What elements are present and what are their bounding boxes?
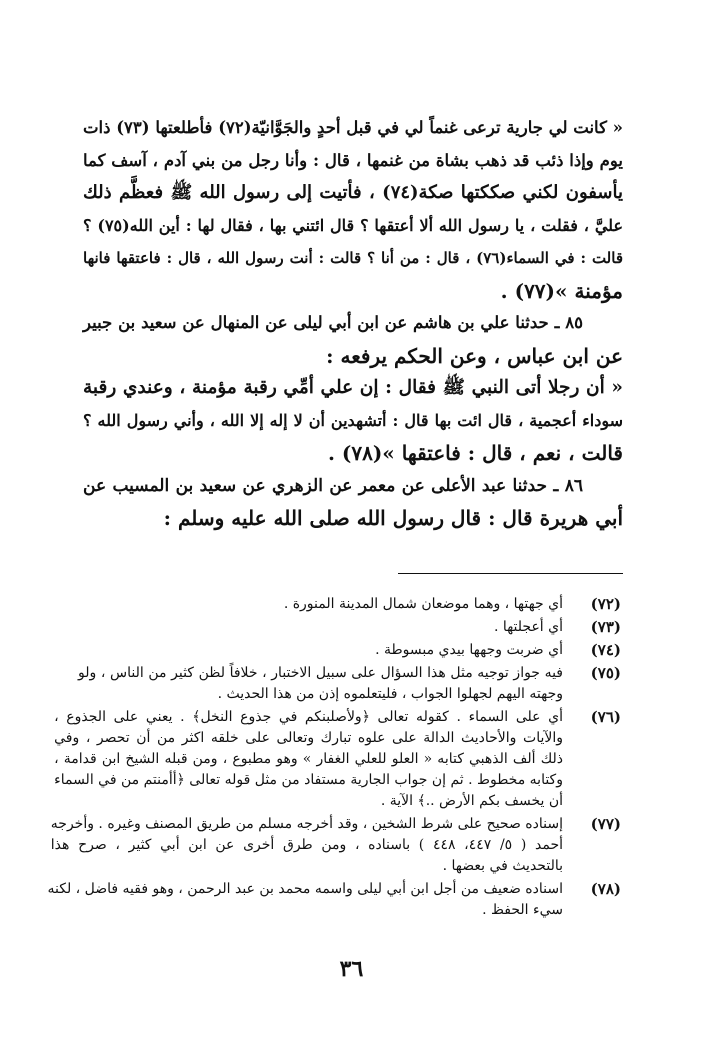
footnote-74 bbox=[78, 640, 623, 661]
footnote-73 bbox=[78, 617, 623, 638]
main-line: عليَّ ، فقلت ، يا رسول الله ألا أعتقها ؟ قال ائتني بها ، فقال لها : أين الله(٧٥) ؟ bbox=[83, 215, 623, 235]
main-text-block bbox=[83, 112, 623, 535]
footnote-line: بالتحديث في بعضها . bbox=[442, 858, 563, 874]
footnote-line: وكتابه مخطوط . ثم إن جواب الجارية مستفاد من مثل قوله تعالى ﴿أأمنتم من في السماء bbox=[54, 772, 563, 788]
footnote-line: أي على السماء . كقوله تعالى ﴿ولأصلبنكم في جذوع النخل﴾ . يعني على الجذوع ، bbox=[54, 709, 563, 725]
footnote-line: ذلك ألف الذهبي كتابه « العلو للعلي الغفار » وهو مطبوع ، ومن قبله الشيخ ابن قدامة ، bbox=[54, 751, 563, 767]
footnote-number: (٧٢) bbox=[590, 595, 621, 613]
main-line: قالت ، نعم ، قال : فاعتقها »(٧٨) . bbox=[327, 441, 623, 465]
main-line: قالت : في السماء(٧٦) ، قال : من أنا ؟ قالت : أنت رسول الله ، قال : فاعتقها فانها bbox=[83, 249, 623, 267]
footnote-line: والآيات والأحاديث الدالة على علوه تبارك وتعالى على خلقه اكثر من أن تحصر ، وفي bbox=[54, 730, 563, 746]
main-line: « أن رجلا أتى النبي ﷺ فقال : إن علي أمِّي رقبة مؤمنة ، وعندي رقبة bbox=[83, 377, 623, 398]
main-line: أبي هريرة قال : قال رسول الله صلى الله عليه وسلم : bbox=[163, 506, 623, 530]
footnote-76 bbox=[54, 707, 623, 812]
footnote-77 bbox=[50, 814, 623, 877]
footnote-78 bbox=[47, 879, 623, 921]
footnote-75 bbox=[78, 663, 623, 705]
footnote-line: أي ضربت وجهها بيدي مبسوطة . bbox=[375, 642, 563, 658]
footnote-line: أي جهتها ، وهما موضعان شمال المدينة المنورة . bbox=[283, 596, 563, 612]
hadith-86-line: ٨٦ ـ حدثنا عبد الأعلى عن معمر عن الزهري عن سعيد بن المسيب عن bbox=[83, 475, 583, 496]
footnote-number: (٧٥) bbox=[590, 664, 621, 682]
footnote-line: فيه جواز توجيه مثل هذا السؤال على سبيل الاختبار ، خلافاً لظن كثير من الناس ، ولو bbox=[78, 665, 563, 681]
main-line: « كانت لي جارية ترعى غنماً لي في قبل أحدٍ والجَوَّانيّة(٧٢) فأطلعتها (٧٣) ذات bbox=[83, 118, 623, 137]
footnote-line: اسناده ضعيف من أجل ابن أبي ليلى واسمه محمد بن عبد الرحمن ، وهو فقيه فاضل ، لكنه bbox=[47, 881, 563, 897]
page-number: ٣٦ bbox=[339, 956, 364, 982]
footnotes-block bbox=[47, 594, 623, 923]
hadith-85-line: ٨٥ ـ حدثنا علي بن هاشم عن ابن أبي ليلى عن المنهال عن سعيد بن جبير bbox=[83, 313, 583, 332]
main-line: عن ابن عباس ، وعن الحكم يرفعه : bbox=[326, 343, 623, 368]
footnote-line: وجهته اليهم لجهلوا الجواب ، فليتعلموه إذن من هذا الحديث . bbox=[217, 686, 563, 702]
footnote-number: (٧٧) bbox=[590, 815, 621, 833]
main-line: مؤمنة »(٧٧) . bbox=[500, 278, 623, 303]
footnote-line: أن يخسف بكم الأرض ..﴾ الآية . bbox=[380, 793, 563, 809]
footnote-number: (٧٦) bbox=[590, 708, 621, 726]
footnote-number: (٧٤) bbox=[590, 641, 621, 659]
main-line: يوم وإذا ذئب قد ذهب بشاة من غنمها ، قال : وأنا رجل من بني آدم ، آسف كما bbox=[83, 150, 623, 170]
footnote-line: إسناده صحيح على شرط الشخين ، وقد أخرجه مسلم من طريق المصنف وغيره . وأخرجه bbox=[50, 816, 563, 832]
footnote-number: (٧٨) bbox=[590, 880, 621, 898]
footnote-divider bbox=[398, 573, 623, 574]
main-line: يأسفون لكني صككتها صكة(٧٤) ، فأتيت إلى رسول الله ﷺ فعظَّم ذلك bbox=[83, 182, 623, 203]
footnote-number: (٧٣) bbox=[590, 618, 621, 636]
footnote-72 bbox=[78, 594, 623, 615]
footnote-line: أي أعجلتها . bbox=[493, 619, 563, 635]
main-line: سوداء أعجمية ، قال ائت بها قال : أتشهدين أن لا إله إلا الله ، وأني رسول الله ؟ bbox=[83, 410, 623, 430]
footnote-line: سيء الحفظ . bbox=[482, 902, 563, 918]
footnote-line: أحمد ( ٥/ ٤٤٧، ٤٤٨ ) باسناده ، ومن طرق أخرى عن ابن أبي كثير ، صرح هذا bbox=[50, 837, 564, 853]
